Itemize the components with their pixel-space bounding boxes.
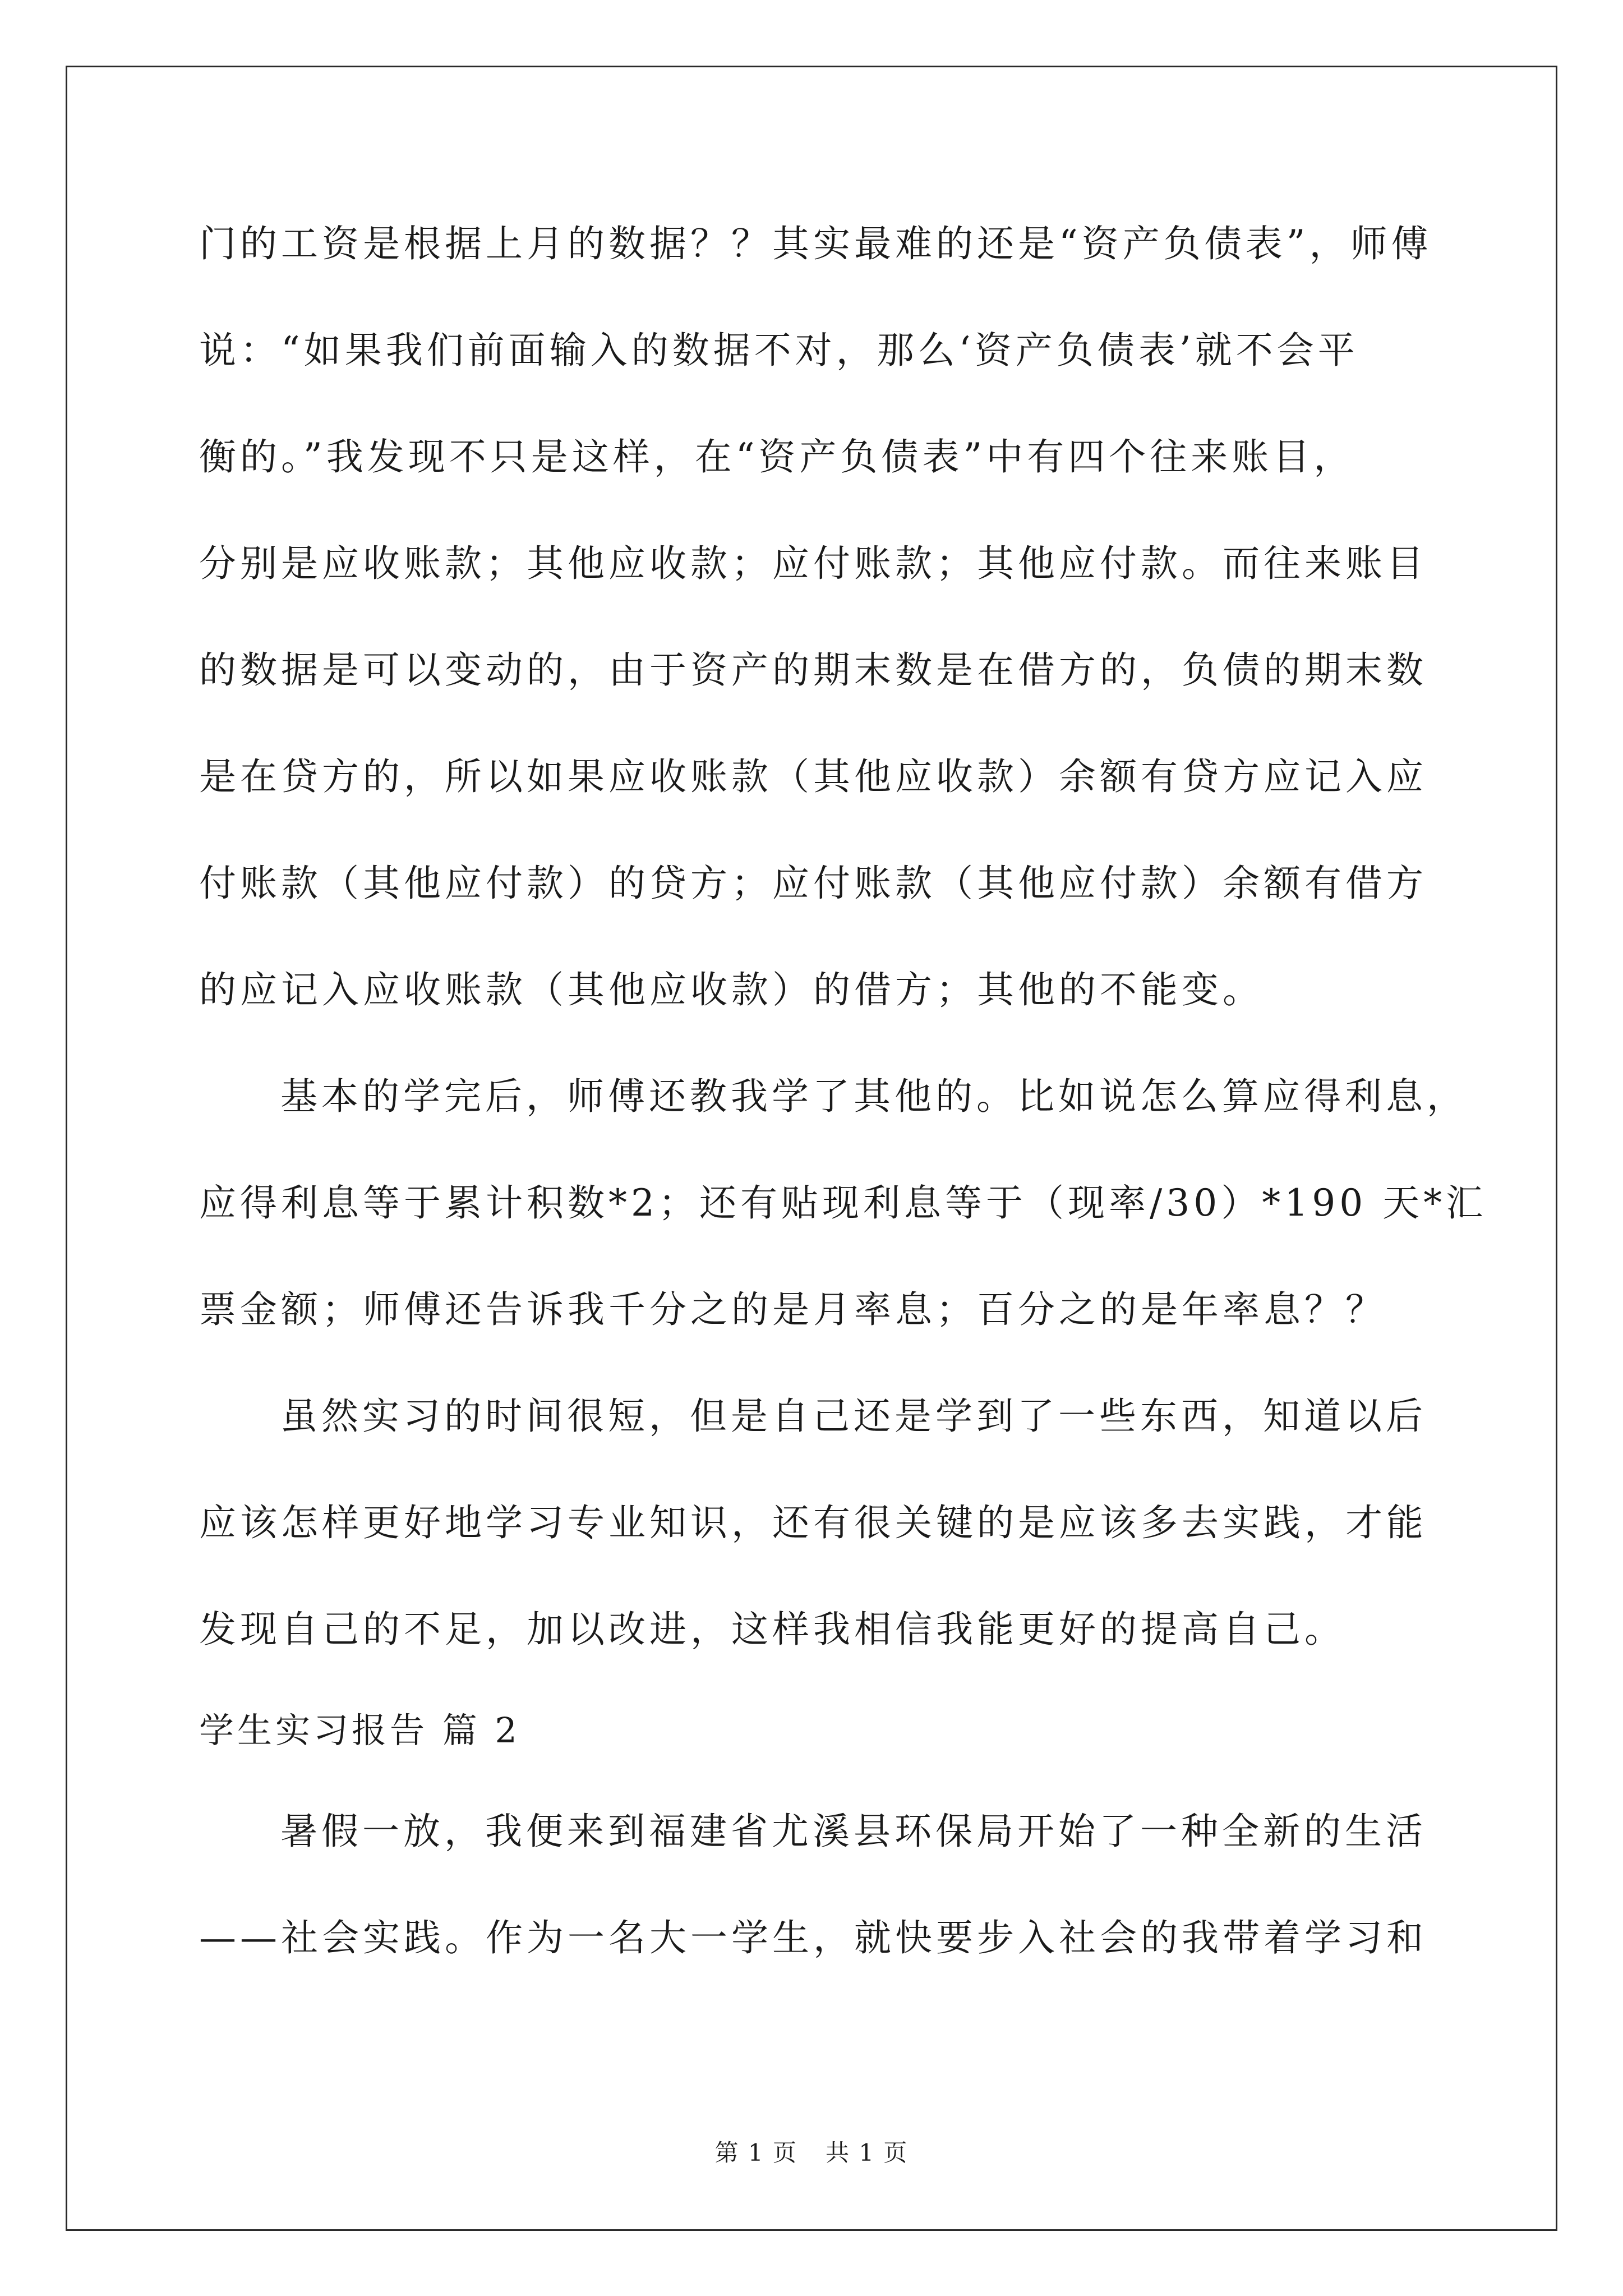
paragraph-line: 衡的。”我发现不只是这样，在“资产负债表”中有四个往来账目， [199, 435, 1355, 478]
page-number-current: 第 1 页 [714, 2139, 797, 2166]
paragraph-line: ——社会实践。作为一名大一学生，就快要步入社会的我带着学习和 [199, 1916, 1427, 1959]
paragraph-line: 的数据是可以变动的，由于资产的期末数是在借方的，负债的期末数 [199, 648, 1427, 692]
paragraph-line: 付账款（其他应付款）的贷方；应付账款（其他应付款）余额有借方 [199, 862, 1427, 905]
paragraph-line: 虽然实习的时间很短，但是自己还是学到了一些东西，知道以后 [280, 1395, 1427, 1438]
section-heading: 学生实习报告 篇 2 [199, 1710, 520, 1751]
paragraph-line: 是在贷方的，所以如果应收账款（其他应收款）余额有贷方应记入应 [199, 755, 1427, 798]
paragraph-line: 的应记入应收账款（其他应收款）的借方；其他的不能变。 [199, 968, 1264, 1011]
document-body [199, 191, 1487, 1991]
page-number-total: 共 1 页 [826, 2139, 909, 2166]
paragraph-line: 应该怎样更好地学习专业知识，还有很关键的是应该多去实践，才能 [199, 1501, 1427, 1544]
page-footer [0, 2134, 1623, 2168]
paragraph-line: 说：“如果我们前面输入的数据不对，那么‘资产负债表’就不会平 [199, 329, 1359, 372]
paragraph-line: 暑假一放，我便来到福建省尤溪县环保局开始了一种全新的生活 [280, 1810, 1427, 1853]
paragraph-line: 应得利息等于累计积数*2；还有贴现利息等于（现率/30）*190 天*汇 [199, 1181, 1487, 1225]
paragraph-line: 发现自己的不足，加以改进，这样我相信我能更好的提高自己。 [199, 1608, 1345, 1651]
paragraph-line: 门的工资是根据上月的数据？？其实最难的还是“资产负债表”，师傅 [199, 222, 1432, 265]
paragraph-line: 票金额；师傅还告诉我千分之的是月率息；百分之的是年率息？？ [199, 1288, 1386, 1331]
paragraph-line: 基本的学完后，师傅还教我学了其他的。比如说怎么算应得利息， [280, 1075, 1468, 1118]
paragraph-line: 分别是应收账款；其他应收款；应付账款；其他应付款。而往来账目 [199, 542, 1427, 585]
